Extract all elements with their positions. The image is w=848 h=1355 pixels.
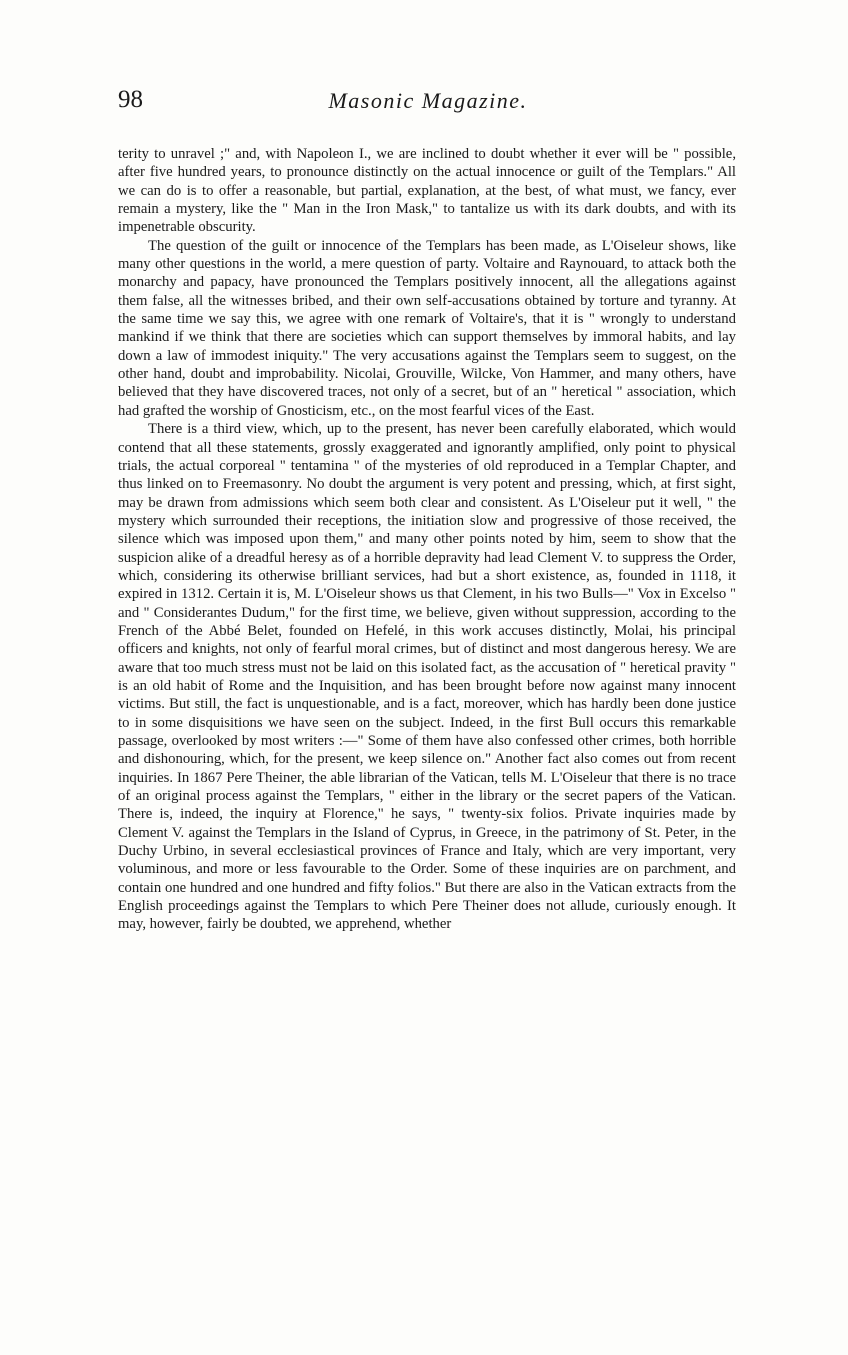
paragraph-guilt-question: The question of the guilt or innocence of the Templars has been made, as L'Oiseleur shows, like many other questions in the world, a mere question of party. Voltaire and Raynouard, to attack both the monarchy and papacy, have pronounced the Templars positively innocent, all the allegations against them false, all the witnesses bribed, and their own self-accusations obtained by torture and tyranny. At the same time we say this, we agree with one remark of Voltaire's, that it is " wrongly to understand mankind if we think that there are societies which can support themselves by immoral habits, and lay down a law of immodest iniquity." The very accusations against the Templars seem to suggest, on the other hand, doubt and improbability. Nicolai, Grouville, Wilcke, Von Hammer, and many others, have believed that they have discovered traces, not only of a secret, but of an " heretical " association, which had grafted the worship of Gnosticism, etc., on the most fearful vices of the East. [118, 237, 736, 419]
running-title: Masonic Magazine. [328, 88, 528, 113]
page-header [118, 82, 738, 122]
article-body [118, 145, 736, 934]
page-number: 98 [118, 86, 143, 113]
paragraph-continued: terity to unravel ;" and, with Napoleon I., we are inclined to doubt whether it ever will be " possible, after five hundred years, to pronounce distinctly on the actual innocence or guilt of the Templars." All we can do is to offer a reasonable, but partial, explanation, at the best, of what must, we fancy, ever remain a mystery, like the " Man in the Iron Mask," to tantalize us with its dark doubts, and with its impenetrable obscurity. [118, 146, 736, 236]
paragraph-third-view: There is a third view, which, up to the present, has never been carefully elaborated, which would contend that all these statements, grossly exaggerated and ignorantly amplified, only point to physical trials, the actual corporeal " tentamina " of the mysteries of old reproduced in a Templar Chapter, and thus linked on to Freemasonry. No doubt the argument is very potent and pressing, which, at first sight, may be drawn from admissions which seem both clear and consistent. As L'Oiseleur put it well, " the mystery which surrounded their receptions, the initiation slow and progressive of those received, the silence which was imposed upon them," and many other points noted by him, seem to show that the suspicion alike of a dreadful heresy as of a horrible depravity had lead Clement V. to suppress the Order, which, considering its otherwise brilliant services, had but a short existence, as, founded in 1118, it expired in 1312. Certain it is, M. L'Oiseleur shows us that Clement, in his two Bulls—" Vox in Excelso " and " Considerantes Dudum," for the first time, we believe, given without suppression, according to the French of the Abbé Belet, founded on Hefelé, in this work accuses distinctly, Molai, his principal officers and knights, not only of fearful moral crimes, but of distinct and most dangerous heresy. We are aware that too much stress must not be laid on this isolated fact, as the accusation of " heretical pravity " is an old habit of Rome and the Inquisition, and has been brought before now against many innocent victims. But still, the fact is unquestionable, and is a fact, moreover, which has hardly been done justice to in some disquisitions we have seen on the subject. Indeed, in the first Bull occurs this remarkable passage, overlooked by most writers :—" Some of them have also confessed other crimes, both horrible and dishonouring, which, for the present, we keep silence on." Another fact also comes out from recent inquiries. In 1867 Pere Theiner, the able librarian of the Vatican, tells M. L'Oiseleur that there is no trace of an original process against the Templars, " either in the library or the secret papers of the Vatican. There is, indeed, the inquiry at Florence," he says, " twenty-six folios. Private inquiries made by Clement V. against the Templars in the Island of Cyprus, in Greece, in the patrimony of St. Peter, in the Duchy Urbino, in several ecclesiastical provinces of France and Italy, which are very important, very voluminous, and more or less favourable to the Order. Some of these inquiries are on parchment, and contain one hundred and one hundred and fifty folios." But there are also in the Vatican extracts from the English proceedings against the Templars to which Pere Theiner does not allude, curiously enough. It may, however, fairly be doubted, we apprehend, whether [118, 421, 736, 933]
